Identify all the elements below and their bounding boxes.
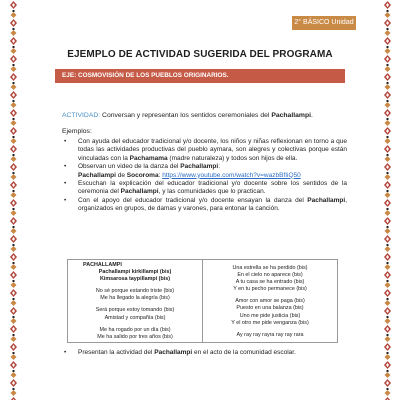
lyric-line: Pachallampi kirkillampi (bis): [98, 269, 172, 276]
activity-label: ACTIVIDAD:: [62, 112, 101, 119]
lyric-line: No sé porque estando triste (bis): [95, 288, 175, 295]
lyric-line: Me ha llegado la alegría (bis): [100, 295, 170, 302]
list-item: [62, 163, 347, 180]
bullet-text: , y las comunidades que lo practican.: [158, 188, 266, 196]
grade-unit-badge: 2° BÁSICO Unidad 4: [292, 16, 356, 30]
lyric-line: Kimsarosa taypillampi (bis): [99, 276, 171, 283]
examples-label: Ejemplos:: [62, 128, 92, 135]
bullet-text: (madre naturaleza) y todos son hijos de ella.: [167, 154, 298, 162]
bullet-bold: Pachallampi: [120, 188, 159, 196]
activity-end: .: [310, 112, 313, 119]
lyric-line: Una estrella se ha perdido (bis): [232, 265, 308, 271]
bullet-bold: Pachallampi: [154, 349, 193, 356]
bullet-text: Escuchan la explicación del educador tradicional y/o docente sobre los sentidos de la ceremonia del: [78, 180, 347, 196]
bullet-icon: •: [64, 196, 67, 204]
bullet-text: , organizados en grupos, de damas y varones, para entonar la canción.: [78, 196, 347, 213]
song-left-column: [68, 260, 203, 342]
final-bullet: [62, 349, 296, 356]
bullet-bold: Pachallampi: [180, 163, 219, 171]
lyric-line: Será porque estoy tomando (bis): [95, 307, 175, 314]
bullet-icon: •: [64, 138, 67, 145]
bullet-icon: •: [64, 163, 67, 171]
left-decorative-border: [9, 0, 18, 400]
page-title: EJEMPLO DE ACTIVIDAD SUGERIDA DEL PROGRAMA: [67, 49, 333, 60]
bullet-text: :: [218, 163, 221, 171]
lyric-line: Uno me pide justicia (bis): [239, 312, 301, 319]
list-item: [62, 197, 347, 214]
activity-bold: Pachallampi: [271, 112, 311, 119]
song-right-column: [203, 260, 337, 342]
lyric-line: Y el otro me pide venganza (bis): [231, 319, 309, 326]
activity-text: Conversan y representan los sentidos ceremoniales del: [100, 112, 272, 119]
bullet-text: Con ayuda del educador tradicional y/o docente, los niños y niñas reflexionan en torno a que todas las actividades productivas del pueblo aymara, son alegres y colectivas porque están vinculadas con la: [78, 138, 347, 162]
bullet-icon: •: [64, 180, 67, 188]
lyric-line: Amor con amor se paga (bis): [235, 298, 305, 305]
lyric-line: Puesto en una balanza (bis): [236, 305, 304, 312]
right-decorative-border: [383, 0, 392, 400]
song-title: PACHALLAMPI: [83, 262, 122, 268]
lyric-line: A tu casa se ha entrado (bis): [235, 279, 305, 286]
list-item: [62, 180, 347, 197]
song-lyrics-table: [67, 259, 338, 343]
lyric-line: Ay ray ray rayra ray ray rara: [236, 331, 304, 338]
bullet-text: en el acto de la comunidad escolar.: [192, 349, 296, 356]
lyric-line: En el cielo no aparece (bis): [237, 272, 303, 279]
bullet-bold: Socoroma: [126, 171, 159, 179]
examples-list: [62, 138, 347, 214]
bullet-text: de: [115, 171, 127, 179]
bullet-text: Presentan la actividad del: [78, 349, 155, 356]
axis-banner: EJE: COSMOVISIÓN DE LOS PUEBLOS ORIGINARIOS.: [55, 69, 345, 83]
bullet-text: Con el apoyo del educador tradicional y/o docente ensayan la danza del: [78, 196, 308, 204]
bullet-bold: Pachallampi: [307, 196, 346, 204]
activity-statement: [62, 111, 362, 120]
bullet-bold: Pachallampi: [78, 171, 116, 179]
lyric-line: Y en tu pecho permanece (bis): [233, 286, 307, 293]
video-link[interactable]: https://www.youtube.com/watch?v=wazbBfIiQ50: [162, 171, 301, 179]
left-border-pattern: [9, 0, 18, 400]
list-item: [62, 138, 347, 163]
bullet-text: :: [158, 171, 163, 179]
bullet-text: Observan un video de la danza del: [78, 163, 181, 171]
right-border-pattern: [383, 0, 392, 400]
lyric-line: Me ha rogado por un día (bis): [99, 326, 171, 333]
lyric-line: Amistad y compañía (bis): [104, 314, 166, 321]
lyric-line: Me ha salido por tres años (bis): [97, 333, 173, 340]
bullet-bold: Pachamama: [129, 154, 168, 162]
bullet-icon: •: [64, 349, 67, 356]
